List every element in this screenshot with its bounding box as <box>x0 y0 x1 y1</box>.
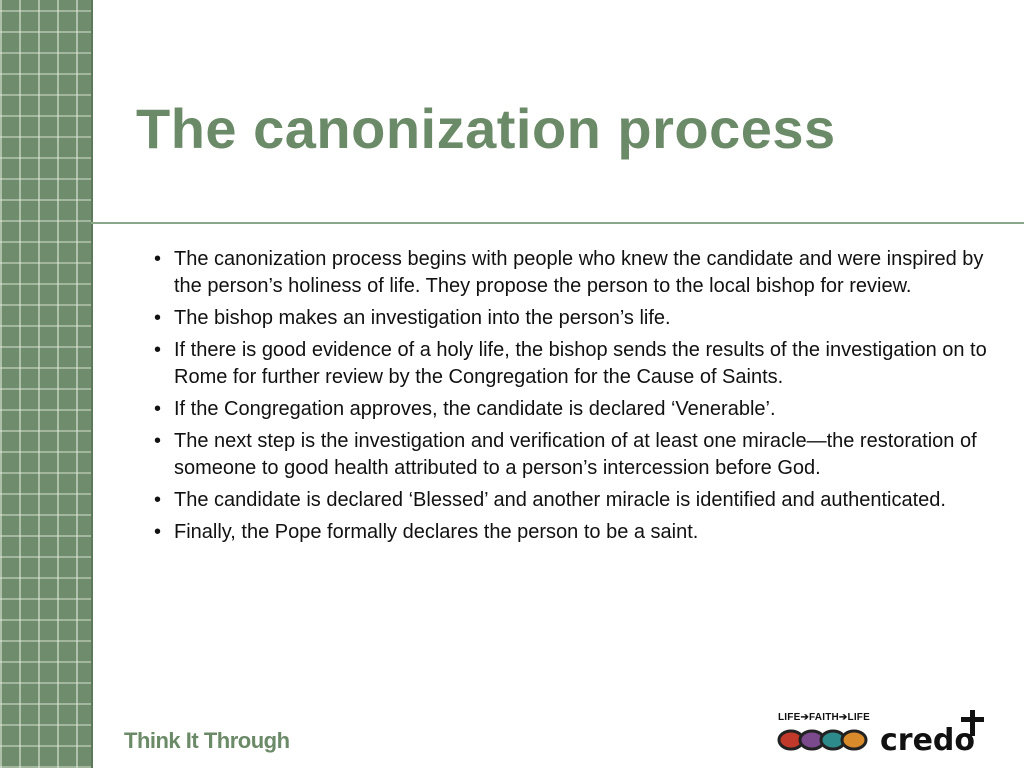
bullet-text: If there is good evidence of a holy life, the bishop sends the results of the investigation on to Rome for further review by the Congregation for the Cause of Saints. <box>174 339 987 388</box>
bullet-item <box>154 305 994 332</box>
credo-logo <box>776 708 1010 756</box>
logo-cross-horizontal <box>961 717 984 722</box>
bullet-icon: • <box>154 489 162 511</box>
bullet-icon: • <box>154 339 162 361</box>
bullet-item <box>154 246 994 300</box>
think-it-through-label: Think It Through <box>124 728 290 753</box>
bullet-icon: • <box>154 398 162 420</box>
bullet-icon: • <box>154 430 162 452</box>
decorative-sidebar <box>0 0 93 768</box>
bullet-icon: • <box>154 248 162 270</box>
bullet-item <box>154 487 994 514</box>
bullet-item <box>154 519 994 546</box>
bullet-text: If the Congregation approves, the candidate is declared ‘Venerable’. <box>174 398 776 420</box>
bullet-item <box>154 337 994 391</box>
bullet-text: The candidate is declared ‘Blessed’ and another miracle is identified and authenticated. <box>174 489 946 511</box>
bullet-text: The bishop makes an investigation into the person’s life. <box>174 307 671 329</box>
credo-logo-graphic <box>776 708 1010 756</box>
bullet-item <box>154 396 994 423</box>
logo-tagline: LIFE➔FAITH➔LIFE <box>778 712 870 723</box>
bullet-text: The next step is the investigation and verification of at least one miracle—the restoration of someone to good health attributed to a person’s intercession before God. <box>174 430 977 479</box>
slide-title: The canonization process <box>136 97 836 160</box>
bullet-icon: • <box>154 307 162 329</box>
logo-wordmark: credo <box>880 723 976 756</box>
bullet-item <box>154 428 994 482</box>
title-divider <box>91 222 1024 224</box>
bullet-icon: • <box>154 521 162 543</box>
bullet-list <box>154 246 994 551</box>
bullet-text: The canonization process begins with people who knew the candidate and were inspired by the person’s holiness of life. They propose the person to the local bishop for review. <box>174 248 984 297</box>
logo-ring-orange <box>842 731 866 749</box>
bullet-text: Finally, the Pope formally declares the person to be a saint. <box>174 521 699 543</box>
